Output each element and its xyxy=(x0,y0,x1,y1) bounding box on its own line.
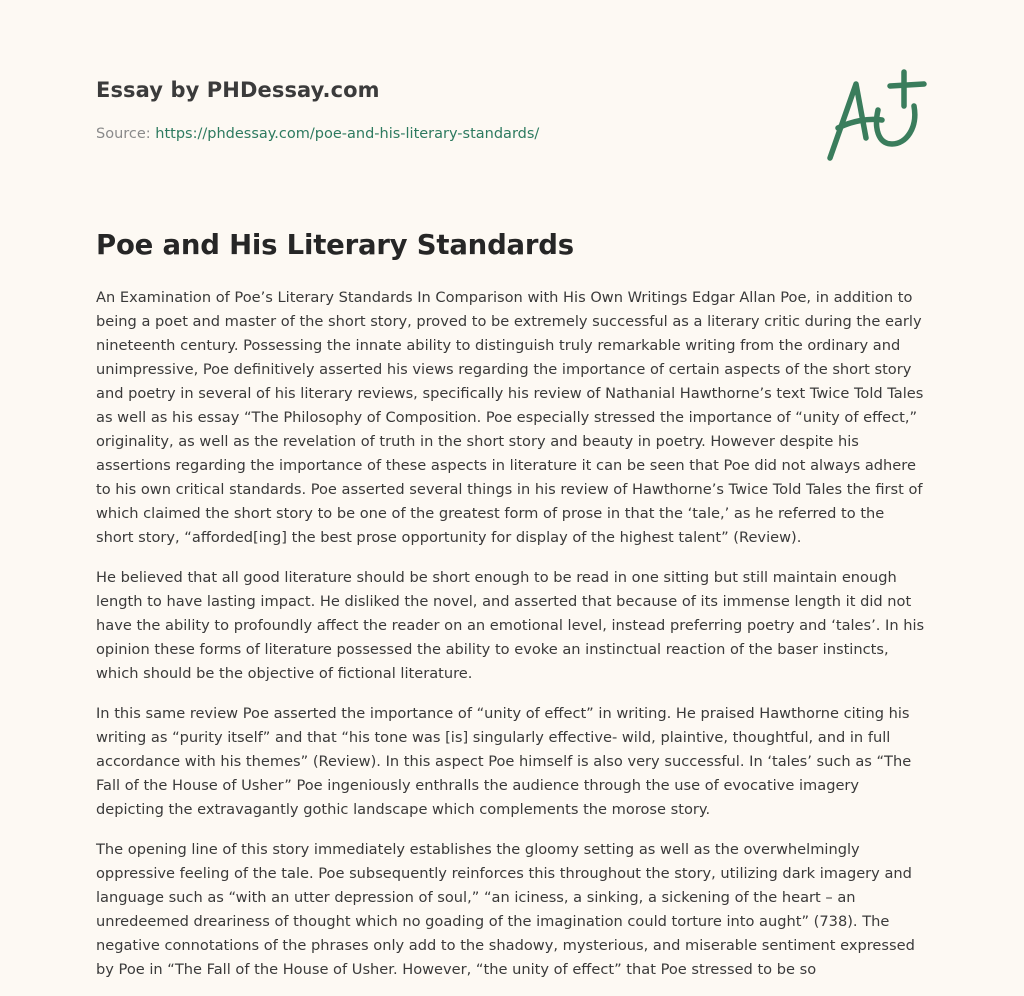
source-line xyxy=(96,124,796,144)
page-header xyxy=(96,76,796,144)
a-plus-grade-icon xyxy=(820,66,930,166)
essay-paragraph-4: The opening line of this story immediately establishes the gloomy setting as well as the overwhelmingly oppressive feeling of the tale. Poe subsequently reinforces this throughout the story, utilizing dark imagery and language such as “with an utter depression of soul,” “an iciness, a sinking, a sickening of the heart – an unredeemed dreariness of thought which no goading of the imagination could torture into aught” (738). The negative connotations of the phrases only add to the shadowy, mysterious, and miserable sentiment expressed by Poe in “The Fall of the House of Usher. However, “the unity of effect” that Poe stressed to be so xyxy=(96,841,915,978)
essay-title: Poe and His Literary Standards xyxy=(96,229,574,261)
essay-body xyxy=(96,286,926,996)
essay-paragraph-1: An Examination of Poe’s Literary Standards In Comparison with His Own Writings Edgar Allan Poe, in addition to being a poet and master of the short story, proved to be extremely successful as a literary critic during the early nineteenth century. Possessing the innate ability to distinguish truly remarkable writing from the ordinary and unimpressive, Poe definitively asserted his views regarding the importance of certain aspects of the short story and poetry in several of his literary reviews, specifically his review of Nathanial Hawthorne’s text Twice Told Tales as well as his essay “The Philosophy of Composition. Poe especially stressed the importance of “unity of effect,” originality, as well as the revelation of truth in the short story and beauty in poetry. However despite his assertions regarding the importance of these aspects in literature it can be seen that Poe did not always adhere to his own critical standards. Poe asserted several things in his review of Hawthorne’s Twice Told Tales the first of which claimed the short story to be one of the greatest form of prose in that the ‘tale,’ as he referred to the short story, “afforded[ing] the best prose opportunity for display of the highest talent” (Review). xyxy=(96,289,924,546)
site-title: Essay by PHDessay.com xyxy=(96,78,380,102)
essay-paragraph-2: He believed that all good literature should be short enough to be read in one sitting but still maintain enough length to have lasting impact. He disliked the novel, and asserted that because of its immense length it did not have the ability to profoundly affect the reader on an emotional level, instead preferring poetry and ‘tales’. In his opinion these forms of literature possessed the ability to evoke an instinctual reaction of the baser instincts, which should be the objective of fictional literature. xyxy=(96,569,925,682)
essay-paragraph-3: In this same review Poe asserted the importance of “unity of effect” in writing. He praised Hawthorne citing his writing as “purity itself” and that “his tone was [is] singularly effective- wild, plaintive, thoughtful, and in full accordance with his themes” (Review). In this aspect Poe himself is also very successful. In ‘tales’ such as “The Fall of the House of Usher” Poe ingeniously enthralls the audience through the use of evocative imagery depicting the extravagantly gothic landscape which complements the morose story. xyxy=(96,705,912,818)
source-link[interactable]: https://phdessay.com/poe-and-his-literary-standards/ xyxy=(155,126,540,142)
source-label: Source: xyxy=(96,126,151,142)
